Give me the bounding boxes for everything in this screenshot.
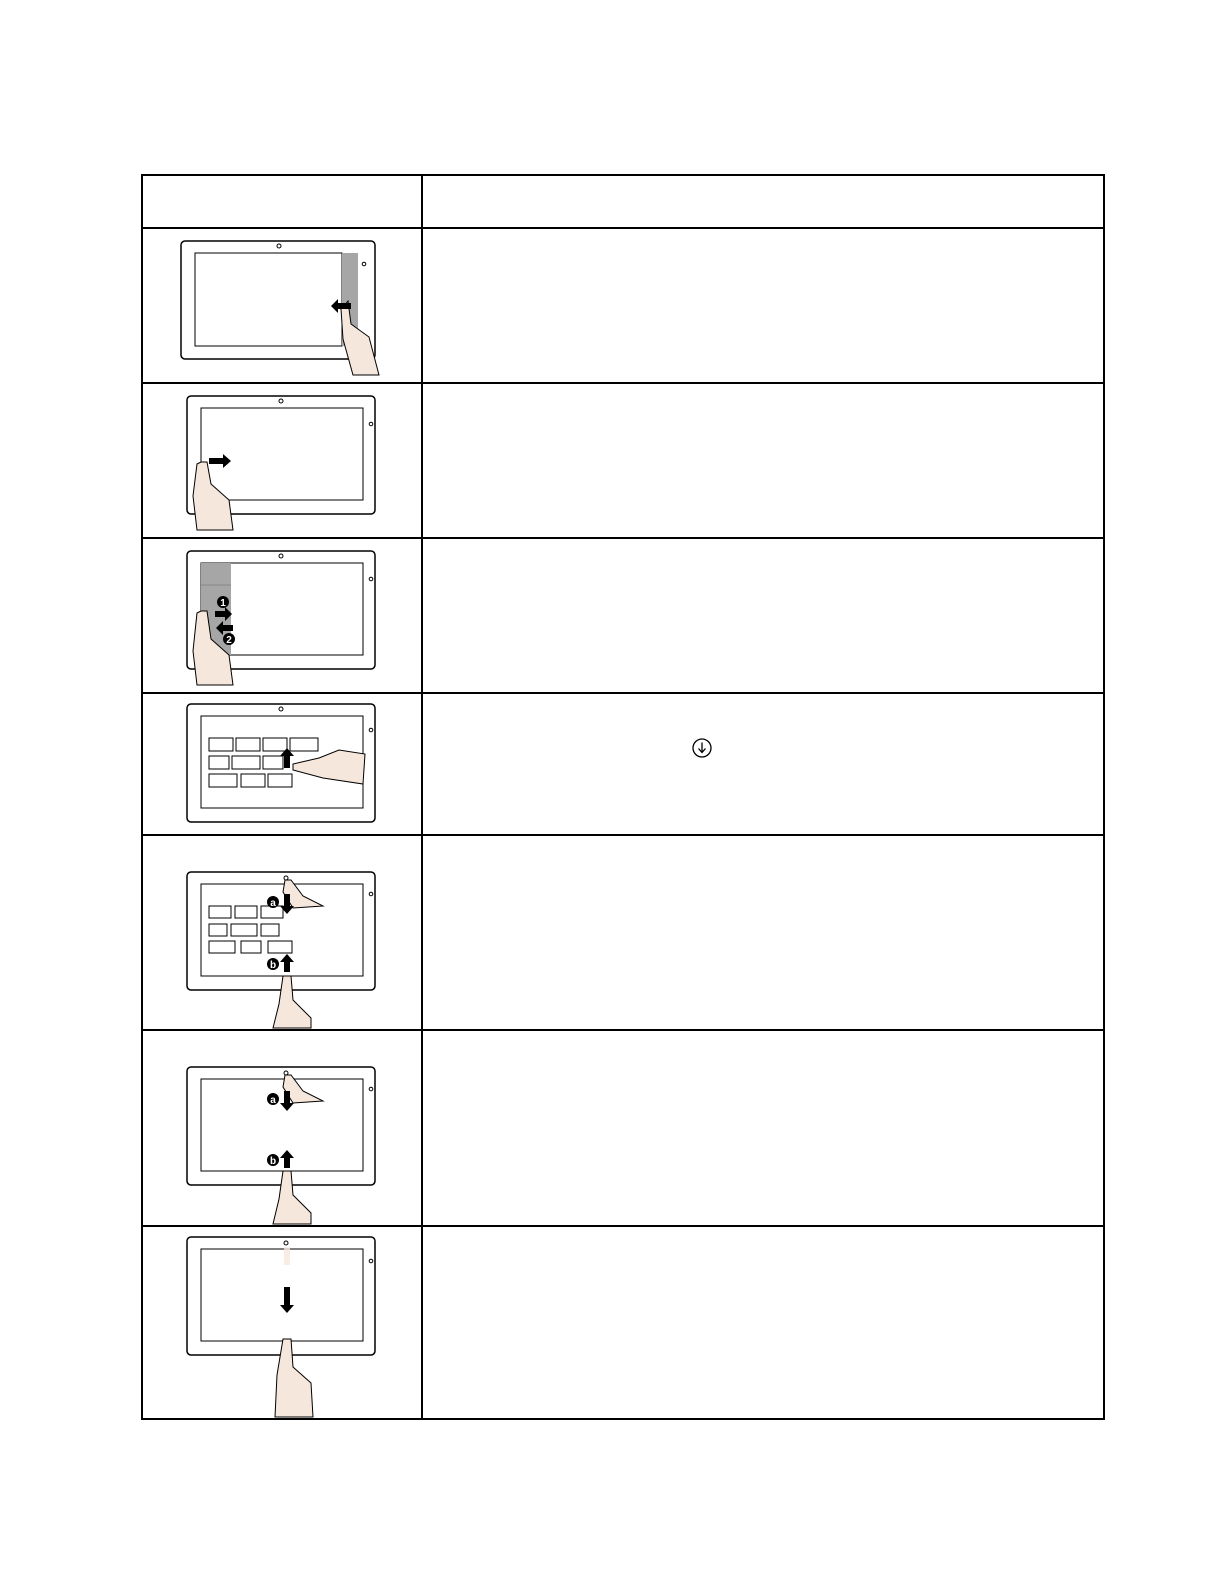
table-row [142,1226,1104,1419]
table-row [142,1030,1104,1226]
gesture-description-cell [422,538,1104,693]
tile [241,774,265,787]
marker-2-label: 2 [226,635,232,646]
gesture-illustration-cell [142,383,422,538]
tile [232,756,260,769]
table-row [142,835,1104,1030]
gesture-illustration-cell [142,1226,422,1419]
marker-1-label: 1 [220,598,226,609]
tile [290,738,318,751]
gesture-description-cell [422,228,1104,383]
tile [231,924,257,936]
tile [209,941,235,953]
gesture-illustration-cell [142,835,422,1030]
table-row [142,538,1104,693]
gesture-illustration-cell [142,1030,422,1226]
tile [236,738,260,751]
swipe-top-bottom-tiles-illustration [143,836,421,1029]
marker-a-label: a [270,898,276,909]
tile [235,906,257,918]
gesture-illustration-cell [142,228,422,383]
gesture-illustration-cell [142,693,422,835]
tile [263,756,283,769]
header-cell-illustration [142,175,422,228]
swipe-top-bottom-app-illustration [143,1031,421,1225]
tile [268,774,292,787]
swipe-right-edge-illustration [143,229,421,382]
tile [209,906,231,918]
tablet-screen [195,253,342,346]
gesture-description-cell [422,1226,1104,1419]
tablet-screen [201,408,363,500]
tile [209,738,233,751]
gesture-description-cell [422,1030,1104,1226]
marker-a-label: a [270,1095,276,1106]
swipe-top-to-bottom-illustration [143,1227,421,1418]
down-arrow-circle-icon[interactable] [692,738,712,758]
tile [268,941,292,953]
tablet-screen [201,1249,363,1341]
marker-b-label: b [269,960,277,971]
header-cell-description [422,175,1104,228]
tile [209,924,227,936]
gesture-illustration-cell [142,538,422,693]
swipe-in-out-illustration [143,539,421,692]
gesture-description-cell [422,693,1104,835]
gesture-description-cell [422,383,1104,538]
gesture-description-cell [422,835,1104,1030]
marker-b-label: b [269,1156,277,1167]
tile [241,941,261,953]
table-row [142,693,1104,835]
tile [209,774,237,787]
table-row [142,228,1104,383]
tile [263,738,287,751]
swipe-up-start-illustration [143,694,421,834]
tile [209,756,229,769]
swipe-left-edge-illustration [143,384,421,537]
touch-gestures-table [141,174,1105,1420]
finger-trail-top [284,1247,290,1265]
table-row [142,383,1104,538]
tile [261,924,279,936]
table-header-row [142,175,1104,228]
